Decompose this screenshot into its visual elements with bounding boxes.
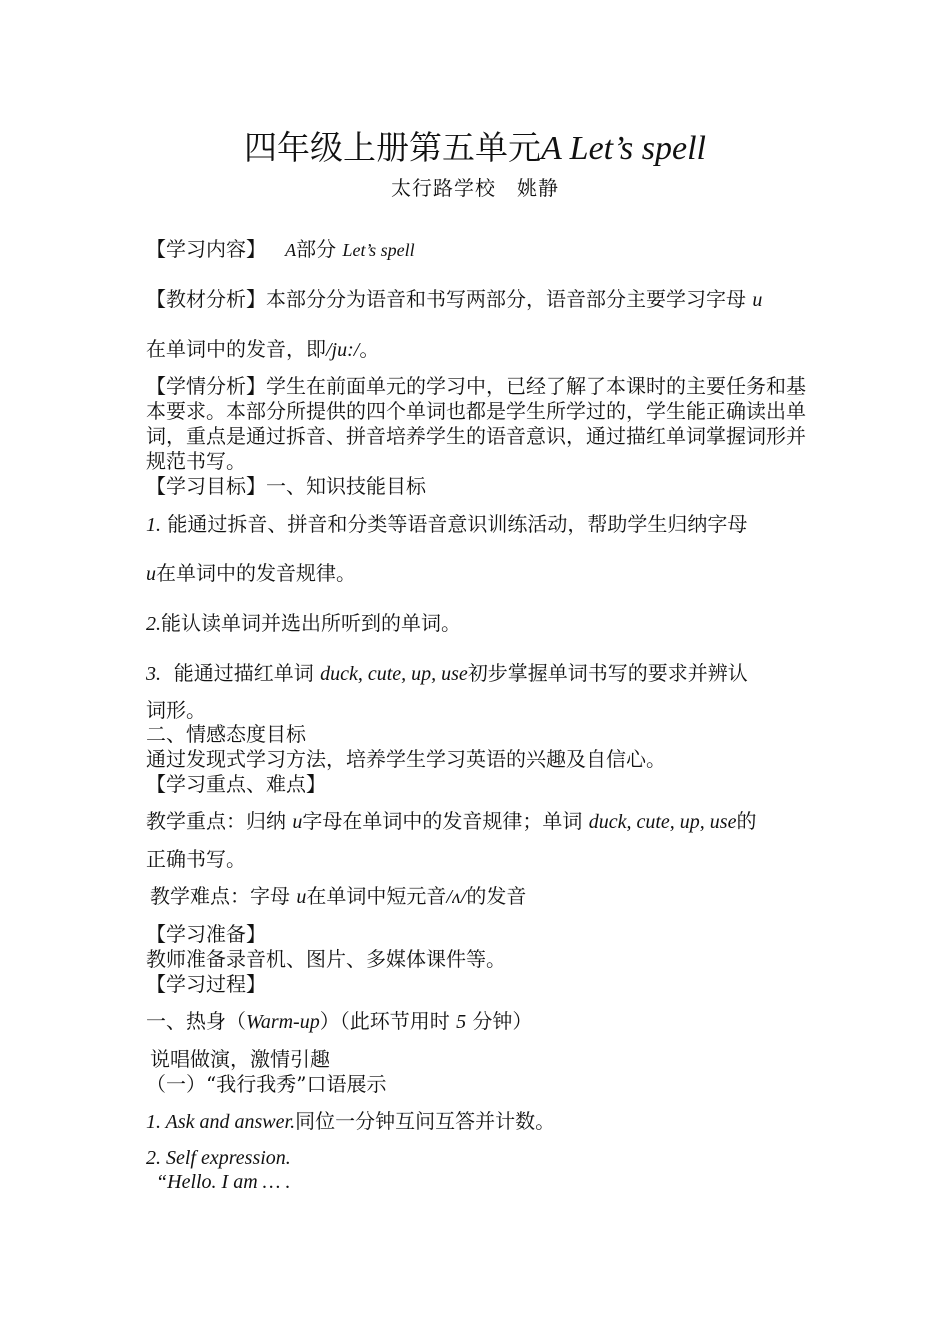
content-english: Let’s spell: [342, 240, 415, 260]
key-difficulty: [150, 883, 526, 910]
key-point-line-2: 正确书写。: [146, 847, 246, 871]
key-diff-letter: u: [296, 886, 307, 908]
key-diff-a: 教学难点：字母: [150, 884, 290, 908]
page-title: [0, 128, 950, 169]
process-heading: 【学习过程】: [146, 972, 266, 996]
analysis-phonetic: /ju:/: [326, 339, 360, 361]
analysis-line-1: [146, 286, 762, 313]
goal-2: [146, 610, 461, 637]
goal-1-text: 能通过拆音、拼音和分类等语音意识训练活动，帮助学生归纳字母: [167, 512, 748, 536]
analysis-text-2: 在单词中的发音，即: [146, 337, 326, 361]
item-1-text: 同位一分钟互问互答并计数。: [295, 1109, 556, 1133]
analysis-line-2: [146, 336, 379, 363]
goal-2-number: 2.: [146, 613, 161, 635]
goal-3: [146, 660, 748, 687]
content-part: A: [285, 240, 297, 260]
item-1: [146, 1108, 555, 1135]
student-analysis: 【学情分析】学生在前面单元的学习中，已经了解了本课时的主要任务和基本要求。本部分所提供的四个单词也都是学生所学过的，学生能正确读出单词，重点是通过拆音、拼音培养学生的语音意识，通过描红单词掌握词形并规范书写。: [146, 374, 806, 473]
goal-1-line-2: [146, 560, 356, 587]
key-diff-b: 在单词中短元音: [306, 884, 447, 908]
goal-3-number: 3.: [146, 663, 161, 685]
item-2: 2. Self expression.: [146, 1147, 291, 1169]
title-chinese: 四年级上册第五单元: [244, 128, 541, 167]
goal-3-words: duck, cute, up, use: [320, 663, 468, 685]
analysis-text: 【教材分析】本部分分为语音和书写两部分，语音部分主要学习字母: [146, 287, 746, 311]
goal-3-text-a: 能通过描红单词: [173, 661, 314, 685]
key-point-c: 的: [736, 809, 757, 833]
warm-up-heading: [146, 1008, 532, 1035]
sing-line: 说唱做演，激情引趣: [150, 1047, 330, 1071]
learning-content: [146, 236, 415, 263]
goal-3-line-2: 词形。: [146, 698, 206, 722]
key-point: [146, 808, 756, 835]
prep-heading: 【学习准备】: [146, 922, 266, 946]
key-heading: 【学习重点、难点】: [146, 772, 326, 796]
key-point-b: 字母在单词中的发音规律；单词: [302, 809, 583, 833]
warm-c: 分钟）: [472, 1009, 533, 1033]
key-point-a: 教学重点：归纳: [146, 809, 286, 833]
warm-italic: Warm-up: [246, 1011, 320, 1033]
warm-a: 一、热身（: [146, 1009, 246, 1033]
goals-heading: 【学习目标】一、知识技能目标: [146, 474, 426, 498]
goal-1-text-2: 在单词中的发音规律。: [156, 561, 356, 585]
goal-3-text-b: 初步掌握单词书写的要求并辨认: [467, 661, 748, 685]
author-line: 太行路学校 姚静: [391, 176, 559, 200]
key-diff-c: 的发音: [466, 884, 527, 908]
key-point-words: duck, cute, up, use: [588, 811, 737, 833]
goal-2-text: 能认读单词并选出所听到的单词。: [161, 611, 461, 635]
warm-b: ）（此环节用时: [319, 1009, 450, 1033]
goal-1: [146, 511, 747, 538]
prep-text: 教师准备录音机、图片、多媒体课件等。: [146, 947, 506, 971]
item-3: “Hello. I am … .: [156, 1171, 291, 1193]
content-label: 【学习内容】: [146, 237, 266, 261]
warm-minutes: 5: [456, 1011, 467, 1033]
show-line: （一）“我行我秀”口语展示: [146, 1072, 387, 1096]
title-english: A Let’s spell: [541, 130, 706, 167]
emotion-text: 通过发现式学习方法，培养学生学习英语的兴趣及自信心。: [146, 747, 666, 771]
key-point-letter: u: [292, 811, 303, 833]
content-text: 部分: [296, 237, 337, 261]
goal-1-letter: u: [146, 563, 156, 585]
analysis-end: 。: [359, 337, 380, 361]
item-1-english: 1. Ask and answer.: [146, 1111, 296, 1133]
emotion-heading: 二、情感态度目标: [146, 722, 306, 746]
goal-1-number: 1.: [146, 514, 161, 536]
analysis-letter: u: [752, 289, 763, 311]
key-diff-ipa: /ʌ/: [446, 886, 467, 908]
